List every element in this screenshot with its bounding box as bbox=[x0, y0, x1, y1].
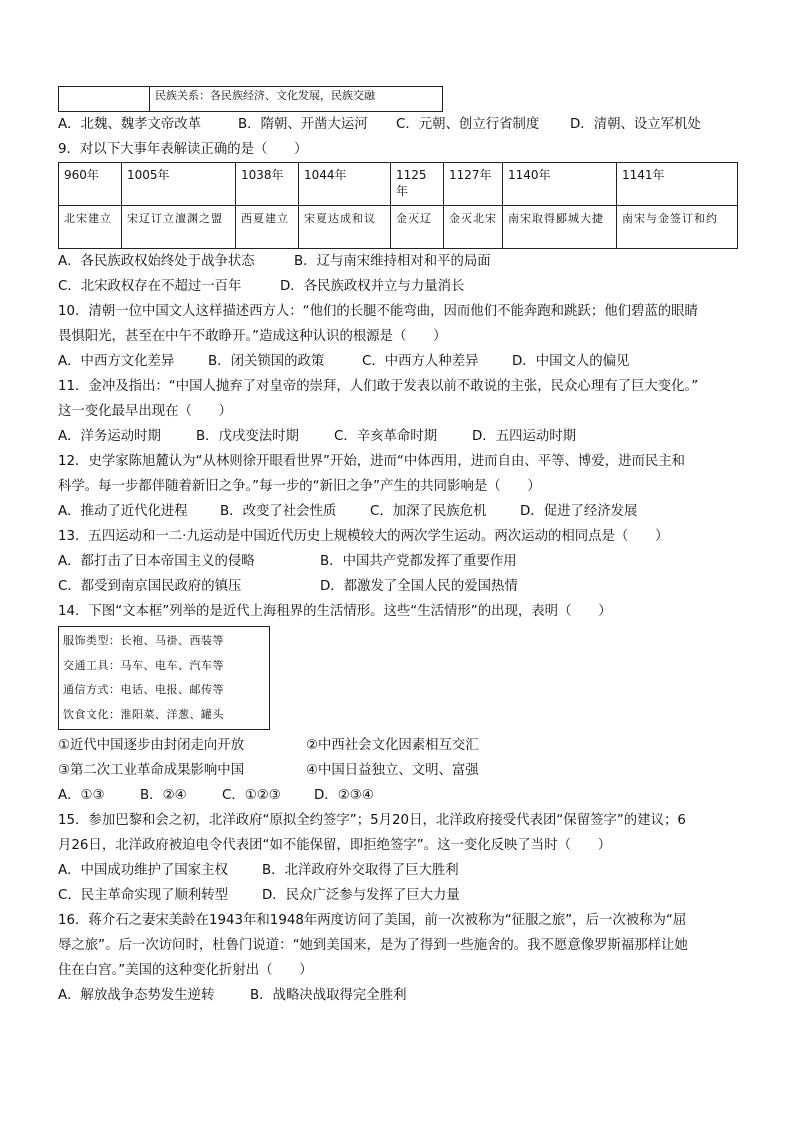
q14-box-line: 饮食文化：淮阳菜、洋葱、罐头 bbox=[63, 707, 224, 721]
q9-year: 1005年 bbox=[122, 163, 236, 206]
q14-item-3: ③第二次工业革命成果影响中国 bbox=[58, 763, 245, 778]
q9-event: 金灭北宋 bbox=[444, 206, 503, 249]
q14-item-2: ②中西社会文化因素相互交汇 bbox=[306, 738, 479, 753]
q8-table-empty-cell bbox=[59, 87, 150, 112]
q8-option-b[interactable]: B．隋朝、开凿大运河 bbox=[238, 117, 368, 132]
q9-option-a[interactable]: A．各民族政权始终处于战争状态 bbox=[58, 254, 255, 269]
q12-stem-line2: 科学。每一步都伴随着新旧之争。”每一步的“新旧之争”产生的共同影响是（ ） bbox=[58, 479, 541, 494]
q15-options-row2 bbox=[58, 883, 740, 908]
q14-text-box bbox=[58, 626, 270, 730]
q9-event: 北宋建立 bbox=[59, 206, 122, 249]
q13-options-row1 bbox=[58, 549, 740, 574]
q11-stem-line2: 这一变化最早出现在（ ） bbox=[58, 404, 233, 419]
q11-option-a[interactable]: A．洋务运动时期 bbox=[58, 429, 161, 444]
q15-option-c[interactable]: C．民主革命实现了顺利转型 bbox=[58, 888, 229, 903]
q14-option-d[interactable]: D．②③④ bbox=[314, 788, 374, 803]
q9-timeline-table bbox=[58, 162, 738, 249]
q13-option-a[interactable]: A．都打击了日本帝国主义的侵略 bbox=[58, 554, 255, 569]
q12-option-d[interactable]: D．促进了经济发展 bbox=[520, 504, 638, 519]
q14-item-1: ①近代中国逐步由封闭走向开放 bbox=[58, 738, 245, 753]
q15-stem-line2: 月26日，北洋政府被迫电令代表团“如不能保留，即拒绝签字”。这一变化反映了当时（ ） bbox=[58, 838, 612, 853]
q12-options bbox=[58, 499, 740, 524]
q15-option-b[interactable]: B．北洋政府外交取得了巨大胜利 bbox=[262, 863, 459, 878]
q10-stem-line2: 畏惧阳光，甚至在中午不敢睁开。”造成这种认识的根源是（ ） bbox=[58, 329, 447, 344]
q15-stem-line1: 15．参加巴黎和会之初，北洋政府“原拟全约签字”；5月20日，北洋政府接受代表团“保留签字”的建议；6 bbox=[58, 813, 686, 828]
q8-table bbox=[58, 86, 443, 112]
q14-items-row2 bbox=[58, 758, 740, 783]
q14-options bbox=[58, 783, 740, 808]
q14-box-line: 交通工具：马车、电车、汽车等 bbox=[63, 658, 224, 672]
q10-option-d[interactable]: D．中国文人的偏见 bbox=[512, 354, 630, 369]
q14-stem: 14．下图“文本框”列举的是近代上海租界的生活情形。这些“生活情形”的出现，表明（ ） bbox=[58, 604, 612, 619]
q16-options-row1 bbox=[58, 983, 740, 1008]
q13-stem: 13．五四运动和一二·九运动是中国近代历史上规模较大的两次学生运动。两次运动的相同点是（ ） bbox=[58, 529, 669, 544]
q9-year: 1125年 bbox=[391, 163, 444, 206]
q9-stem: 9．对以下大事年表解读正确的是（ ） bbox=[58, 142, 308, 157]
q9-year: 1140年 bbox=[503, 163, 617, 206]
q15-option-a[interactable]: A．中国成功维护了国家主权 bbox=[58, 863, 228, 878]
q9-event: 南宋取得郾城大捷 bbox=[503, 206, 617, 249]
q8-option-d[interactable]: D．清朝、设立军机处 bbox=[570, 117, 701, 132]
q14-option-b[interactable]: B．②④ bbox=[140, 788, 187, 803]
q9-event: 宋辽订立澶渊之盟 bbox=[122, 206, 236, 249]
q13-option-d[interactable]: D．都激发了全国人民的爱国热情 bbox=[320, 579, 518, 594]
q11-option-d[interactable]: D．五四运动时期 bbox=[472, 429, 577, 444]
q14-items-row1 bbox=[58, 733, 740, 758]
q13-option-b[interactable]: B．中国共产党都发挥了重要作用 bbox=[320, 554, 517, 569]
q9-event: 南宋与金签订和约 bbox=[617, 206, 738, 249]
q16-stem-line3: 住在白宫。”美国的这种变化折射出（ ） bbox=[58, 963, 313, 978]
q9-options-row1 bbox=[58, 249, 740, 274]
q9-year: 1127年 bbox=[444, 163, 503, 206]
q9-event: 西夏建立 bbox=[236, 206, 299, 249]
q12-option-b[interactable]: B．改变了社会性质 bbox=[220, 504, 337, 519]
q13-options-row2 bbox=[58, 574, 740, 599]
q10-options bbox=[58, 349, 740, 374]
q16-option-a[interactable]: A．解放战争态势发生逆转 bbox=[58, 988, 215, 1003]
q10-stem-line1: 10．清朝一位中国文人这样描述西方人：“他们的长腿不能弯曲，因而他们不能奔跑和跳跃；他们碧蓝的眼睛 bbox=[58, 304, 698, 319]
q16-option-b[interactable]: B．战略决战取得完全胜利 bbox=[250, 988, 407, 1003]
q13-option-c[interactable]: C．都受到南京国民政府的镇压 bbox=[58, 579, 242, 594]
q14-box-line: 通信方式：电话、电报、邮传等 bbox=[63, 683, 224, 696]
q16-stem-line1: 16．蒋介石之妻宋美龄在1943年和1948年两度访问了美国，前一次被称为“征服之旅”，后一次被称为“屈 bbox=[58, 913, 687, 928]
q14-option-c[interactable]: C．①②③ bbox=[222, 788, 281, 803]
q12-option-a[interactable]: A．推动了近代化进程 bbox=[58, 504, 188, 519]
q9-option-c[interactable]: C．北宋政权存在不超过一百年 bbox=[58, 279, 242, 294]
q11-stem-line1: 11．金冲及指出：“中国人抛弃了对皇帝的崇拜，人们敢于发表以前不敢说的主张，民众心理有了巨大变化。” bbox=[58, 379, 699, 394]
q9-options-row2 bbox=[58, 274, 740, 299]
q8-table-cell: 民族关系：各民族经济、文化发展，民族交融 bbox=[150, 87, 443, 112]
q10-option-a[interactable]: A．中西方文化差异 bbox=[58, 354, 175, 369]
q12-option-c[interactable]: C．加深了民族危机 bbox=[370, 504, 487, 519]
q9-option-d[interactable]: D．各民族政权并立与力量消长 bbox=[280, 279, 465, 294]
q9-event: 宋夏达成和议 bbox=[299, 206, 391, 249]
q15-options-row1 bbox=[58, 858, 740, 883]
q9-year: 1141年 bbox=[617, 163, 738, 206]
q14-option-a[interactable]: A．①③ bbox=[58, 788, 105, 803]
q8-option-c[interactable]: C．元朝、创立行省制度 bbox=[396, 117, 540, 132]
q9-year: 960年 bbox=[59, 163, 122, 206]
q9-year: 1038年 bbox=[236, 163, 299, 206]
q12-stem-line1: 12．史学家陈旭麓认为“从林则徐开眼看世界”开始，进而“中体西用，进而自由、平等、博爱，进而民主和 bbox=[58, 454, 686, 469]
q10-option-b[interactable]: B．闭关锁国的政策 bbox=[208, 354, 325, 369]
q8-options bbox=[58, 112, 740, 137]
q11-options bbox=[58, 424, 740, 449]
q14-box-line: 服饰类型：长袍、马褂、西装等 bbox=[63, 634, 224, 647]
q9-year: 1044年 bbox=[299, 163, 391, 206]
q11-option-c[interactable]: C．辛亥革命时期 bbox=[334, 429, 438, 444]
q15-option-d[interactable]: D．民众广泛参与发挥了巨大力量 bbox=[262, 888, 460, 903]
exam-page bbox=[58, 86, 740, 1008]
q14-item-4: ④中国日益独立、文明、富强 bbox=[306, 763, 479, 778]
q10-option-c[interactable]: C．中西方人种差异 bbox=[362, 354, 479, 369]
q11-option-b[interactable]: B．戊戌变法时期 bbox=[196, 429, 299, 444]
q8-option-a[interactable]: A．北魏、魏孝文帝改革 bbox=[58, 117, 202, 132]
q9-event: 金灭辽 bbox=[391, 206, 444, 249]
q9-option-b[interactable]: B．辽与南宋维持相对和平的局面 bbox=[294, 254, 491, 269]
q16-stem-line2: 辱之旅”。后一次访问时，杜鲁门说道：“她到美国来，是为了得到一些施舍的。我不愿意像罗斯福那样让她 bbox=[58, 938, 688, 953]
